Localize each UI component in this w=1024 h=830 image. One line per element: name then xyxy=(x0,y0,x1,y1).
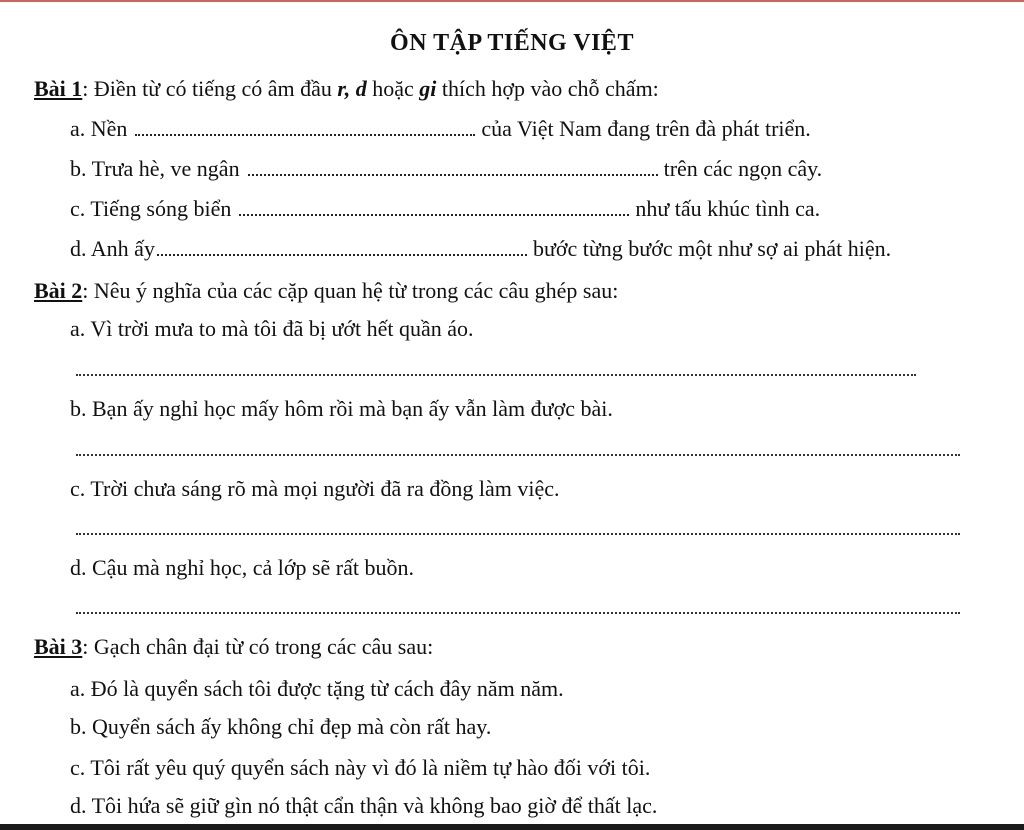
item-c-after: như tấu khúc tình ca. xyxy=(635,196,821,221)
fill-blank-b[interactable] xyxy=(248,160,658,176)
exercise-1-item-d xyxy=(70,236,891,262)
exercise-2-item-c: c. Trời chưa sáng rõ mà mọi người đã ra đồng làm việc. xyxy=(70,476,560,501)
exercise-1-instr-post: thích hợp vào chỗ chấm: xyxy=(436,76,659,101)
answer-line-c[interactable] xyxy=(76,533,960,535)
bottom-border xyxy=(0,824,1024,830)
item-a-before: a. Nền xyxy=(70,116,128,141)
item-c-before: c. Tiếng sóng biển xyxy=(70,196,232,221)
exercise-3-label: Bài 3 xyxy=(34,634,83,659)
exercise-1-instr-mid: hoặc xyxy=(366,76,420,101)
item-d-before: d. Anh ấy xyxy=(70,236,155,261)
exercise-1-item-b xyxy=(70,156,822,182)
top-border xyxy=(0,0,1024,2)
fill-blank-a[interactable] xyxy=(135,120,475,136)
exercise-3-item-a: a. Đó là quyển sách tôi được tặng từ cách đây năm năm. xyxy=(70,676,564,701)
exercise-2-label: Bài 2 xyxy=(34,278,83,303)
exercise-2-item-d: d. Cậu mà nghỉ học, cả lớp sẽ rất buồn. xyxy=(70,555,414,580)
exercise-2-item-a: a. Vì trời mưa to mà tôi đã bị ướt hết quần áo. xyxy=(70,316,474,341)
exercise-2-heading xyxy=(34,278,618,304)
item-b-before: b. Trưa hè, ve ngân xyxy=(70,156,240,181)
exercise-2-instr: : Nêu ý nghĩa của các cặp quan hệ từ trong các câu ghép sau: xyxy=(82,278,619,303)
answer-line-d[interactable] xyxy=(76,612,960,614)
exercise-3-instr: : Gạch chân đại từ có trong các câu sau: xyxy=(82,634,434,659)
exercise-3-item-c: c. Tôi rất yêu quý quyển sách này vì đó là niềm tự hào đối với tôi. xyxy=(70,755,651,780)
answer-line-b[interactable] xyxy=(76,454,960,456)
exercise-1-letters-rd: r, d xyxy=(337,76,367,101)
exercise-3-heading xyxy=(34,634,433,660)
item-a-after: của Việt Nam đang trên đà phát triển. xyxy=(481,116,811,141)
exercise-1-instr-pre: : Điền từ có tiếng có âm đầu xyxy=(82,76,338,101)
exercise-1-label: Bài 1 xyxy=(34,76,83,101)
answer-line-a[interactable] xyxy=(76,374,916,376)
exercise-1-letters-gi: gi xyxy=(419,76,437,101)
fill-blank-d[interactable] xyxy=(157,240,527,256)
exercise-1-item-a xyxy=(70,116,811,142)
item-b-after: trên các ngọn cây. xyxy=(663,156,823,181)
exercise-3-item-b: b. Quyển sách ấy không chỉ đẹp mà còn rất hay. xyxy=(70,714,492,739)
exercise-1-item-c xyxy=(70,196,820,222)
exercise-3-item-d: d. Tôi hứa sẽ giữ gìn nó thật cẩn thận và không bao giờ để thất lạc. xyxy=(70,793,658,818)
worksheet-title: ÔN TẬP TIẾNG VIỆT xyxy=(390,30,634,56)
exercise-2-item-b: b. Bạn ấy nghỉ học mấy hôm rồi mà bạn ấy vẫn làm được bài. xyxy=(70,396,613,421)
item-d-after: bước từng bước một như sợ ai phát hiện. xyxy=(532,236,892,261)
fill-blank-c[interactable] xyxy=(239,200,629,216)
exercise-1-heading xyxy=(34,76,659,102)
